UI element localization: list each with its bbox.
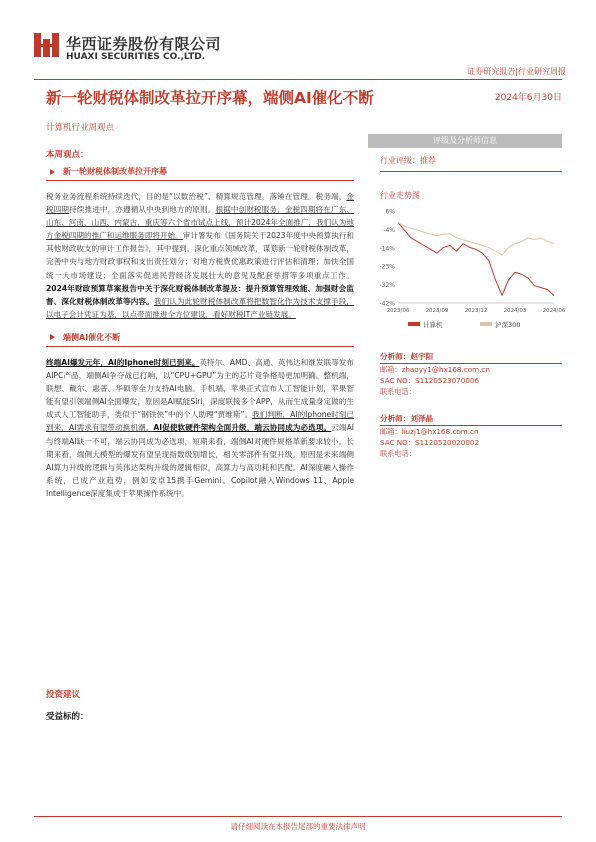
- report-date: 2024年6月30日: [494, 93, 562, 103]
- x-tick-label: 2024/06: [542, 308, 566, 314]
- paragraph-fiscal: 税务业务流程系统持续迭代，目的是“以数治税”、精算规范管理，落锤在管理。税务端，金税四期持续推进中，亦遵循从中央到地方的原则。根据中创财税服务，金税四期将在广东、山东、河南、山西、内蒙古、重庆等六个省市试点上线，预计2024年全面推广，我们认为地方金税四期的推广和运维服务即将开始。审计署发布《国务院关于2023年度中央预算执行和其他财政收支的审计工作报告》，其中提到，深化重点领域改革，谋划新一轮财税体制改革，完善中央与地方财政事权和支出责任划分；对地方税费优惠政策进行评估和清理；加快全国统一大市场建设；全面落实促进民营经济发展壮大的意见及配套举措等多项重点工作。2024年财政预算草案报告中关于深化财税体制改革提及：提升预算管理效能、加强财会监督、深化财税体制改革等内容。我们认为此轮财税体制改革将把数智化作为技术支撑手段，以电子会计凭证为基，以点带面推进全方位建设，看好财税IT产业链发展。: [46, 192, 355, 319]
- triangle-bullet-icon: [50, 169, 55, 175]
- x-tick-label: 2023/09: [425, 308, 449, 314]
- y-tick-label: -14%: [379, 245, 395, 253]
- x-tick-label: 2023/12: [464, 308, 488, 314]
- rating-divider: [380, 171, 562, 172]
- y-tick-label: -32%: [379, 282, 395, 290]
- footer-disclaimer: 请仔细阅读在本报告尾部的重要法律声明: [230, 822, 366, 831]
- series-line-0: [398, 223, 554, 296]
- panel-title: 评级及分析师信息: [368, 134, 562, 148]
- legend-swatch: [480, 322, 492, 326]
- analyst-sac: SAC NO：S1120520020002: [380, 438, 480, 447]
- main-content: [46, 148, 354, 500]
- beneficiaries-label: 受益标的：: [46, 712, 89, 722]
- legend-label: 计算机: [423, 321, 443, 329]
- huaxi-logo-icon: [34, 33, 60, 57]
- y-tick-label: -4%: [383, 226, 395, 234]
- analyst-name: 分析师：赵宇阳: [380, 351, 562, 364]
- analyst-contact: 联系电话：: [380, 449, 416, 458]
- subsection-heading-ai: 端侧AI催化不断: [46, 330, 354, 347]
- analyst-email: 邮箱：zhaoyy1@hx168.com.cn: [380, 365, 490, 374]
- analyst-sac: SAC NO：S1120523070006: [380, 376, 480, 385]
- section-title: 本周观点：: [46, 150, 89, 160]
- analyst-card-2: [368, 413, 562, 459]
- company-name-cn: 华西证券股份有限公司: [66, 35, 222, 53]
- header-divider: [34, 79, 562, 80]
- investment-section: [46, 688, 354, 722]
- x-tick-label: 2024/03: [503, 308, 527, 314]
- x-tick-label: 2023/06: [386, 308, 410, 314]
- analyst-contact: 联系电话：: [380, 387, 416, 396]
- paragraph-ai: 终端AI爆发元年，AI的Iphone时刻已到来。英特尔、AMD、高通、英伟达和继发联等发布AIPC产品，端侧AI争夺战已打响，以“CPU+GPU”为主的芯片竞争格局更加明确。整机端，联想、戴尔、惠普、华硕等全力支持AI电脑。手机端，苹果正式宣布人工智能计划，苹果智能有望引领端侧AI全面爆发，原因是AI赋能Siri，深度联接多个APP，从而生成量身定做的生成式人工智能助手，类似于“钢铁侠”中的个人助理“贾维斯”。我们判断，AI的Iphone时刻已到来，AI需求有望带动换机潮。AI促使软硬件架构全面升级，端云协同成为必选项。云端AI与终端AI缺一不可，端云协同成为必选项，短期来看，端侧AI对硬件规格革新要求较小。长期来看，端侧大模型的爆发有望呈现指数级别增长，相关零部件有望升级。原因是未来端侧AI算力升级的逻辑与英伟达架构升级的逻辑相似，高算力与高功耗和匹配。AI深度融入操作系统，已成产业趋势，例如安卓15携手Gemini、Copilot融入Windows 11、Apple Intelligence深度集成于苹果操作系统中。: [46, 357, 355, 498]
- subsection-heading-fiscal: 新一轮财税体制改革拉开序幕: [46, 164, 354, 181]
- analyst-email: 邮箱：liuzj1@hx168.com.cn: [380, 427, 479, 436]
- analyst-card-1: [368, 351, 562, 397]
- industry-trend-chart: [368, 205, 566, 335]
- legend-label: 沪深300: [495, 321, 521, 329]
- y-tick-label: 6%: [385, 208, 395, 216]
- y-tick-label: -23%: [379, 263, 395, 271]
- report-type: 证券研究报告|行业研究周报: [467, 67, 566, 76]
- legend-swatch: [408, 322, 420, 326]
- chart-title: 行业走势图: [380, 191, 420, 200]
- sidebar-panel: [368, 134, 566, 459]
- triangle-bullet-icon: [50, 334, 55, 340]
- footer-divider: [34, 816, 562, 817]
- report-title: 新一轮财税体制改革拉开序幕，端侧AI催化不断: [46, 89, 374, 107]
- industry-rating: 行业评级：推荐: [380, 156, 436, 165]
- analyst-name: 分析师：刘泽晶: [380, 413, 562, 426]
- y-tick-label: -42%: [379, 300, 395, 308]
- report-subtitle: 计算机行业周观点: [46, 123, 115, 133]
- series-line-1: [398, 223, 554, 256]
- investment-title: 投资建议: [46, 690, 81, 700]
- company-name-en: HUAXI SECURITIES CO.,LTD.: [66, 52, 206, 62]
